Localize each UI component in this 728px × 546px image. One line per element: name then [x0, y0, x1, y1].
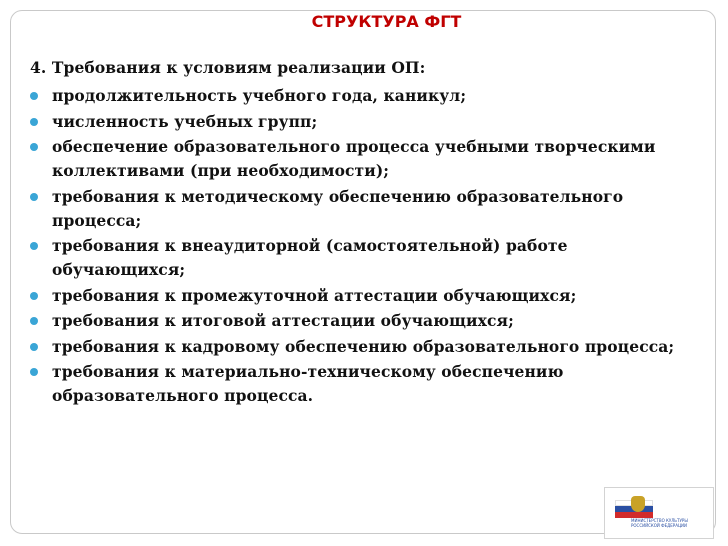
list-item-text: требования к промежуточной аттестации обучающихся;: [52, 285, 577, 305]
bullet-icon: [30, 292, 38, 300]
section-heading: 4. Требования к условиям реализации ОП:: [30, 58, 426, 77]
list-item-text: требования к материально-техническому обеспечению образовательного процесса.: [52, 362, 564, 405]
list-item-text: требования к итоговой аттестации обучающихся;: [52, 311, 514, 330]
bullet-icon: [30, 368, 38, 376]
logo-text: МИНИСТЕРСТВО КУЛЬТУРЫ РОССИЙСКОЙ ФЕДЕРАЦИИ: [631, 518, 688, 528]
list-item: [28, 309, 688, 333]
bullet-icon: [30, 193, 38, 201]
list-item: [28, 135, 688, 183]
bullet-icon: [30, 143, 38, 151]
list-item: [28, 234, 688, 282]
slide-title: СТРУКТУРА ФГТ: [311, 12, 462, 31]
bullet-icon: [30, 242, 38, 250]
list-item-text: продолжительность учебного года, каникул;: [52, 86, 467, 105]
list-item-text: численность учебных групп;: [52, 111, 318, 131]
list-item: [28, 110, 688, 134]
ministry-logo: [604, 487, 714, 539]
bullet-icon: [30, 92, 38, 100]
list-item-text: требования к внеаудиторной (самостоятельной) работе обучающихся;: [52, 236, 568, 279]
bullet-icon: [30, 118, 38, 126]
list-item-text: требования к методическому обеспечению образовательного процесса;: [52, 186, 624, 230]
list-item-text: обеспечение образовательного процесса учебными творческими коллективами (при необходимости);: [52, 137, 656, 180]
list-item: [28, 360, 688, 408]
list-item-text: требования к кадровому обеспечению образовательного процесса;: [52, 336, 675, 356]
list-item: [28, 335, 688, 359]
bullet-icon: [30, 317, 38, 325]
list-item: [28, 84, 688, 108]
coat-of-arms-icon: [631, 496, 645, 512]
list-item: [28, 284, 688, 308]
list-item: [28, 185, 688, 233]
bullet-icon: [30, 343, 38, 351]
requirements-list: [28, 84, 688, 410]
